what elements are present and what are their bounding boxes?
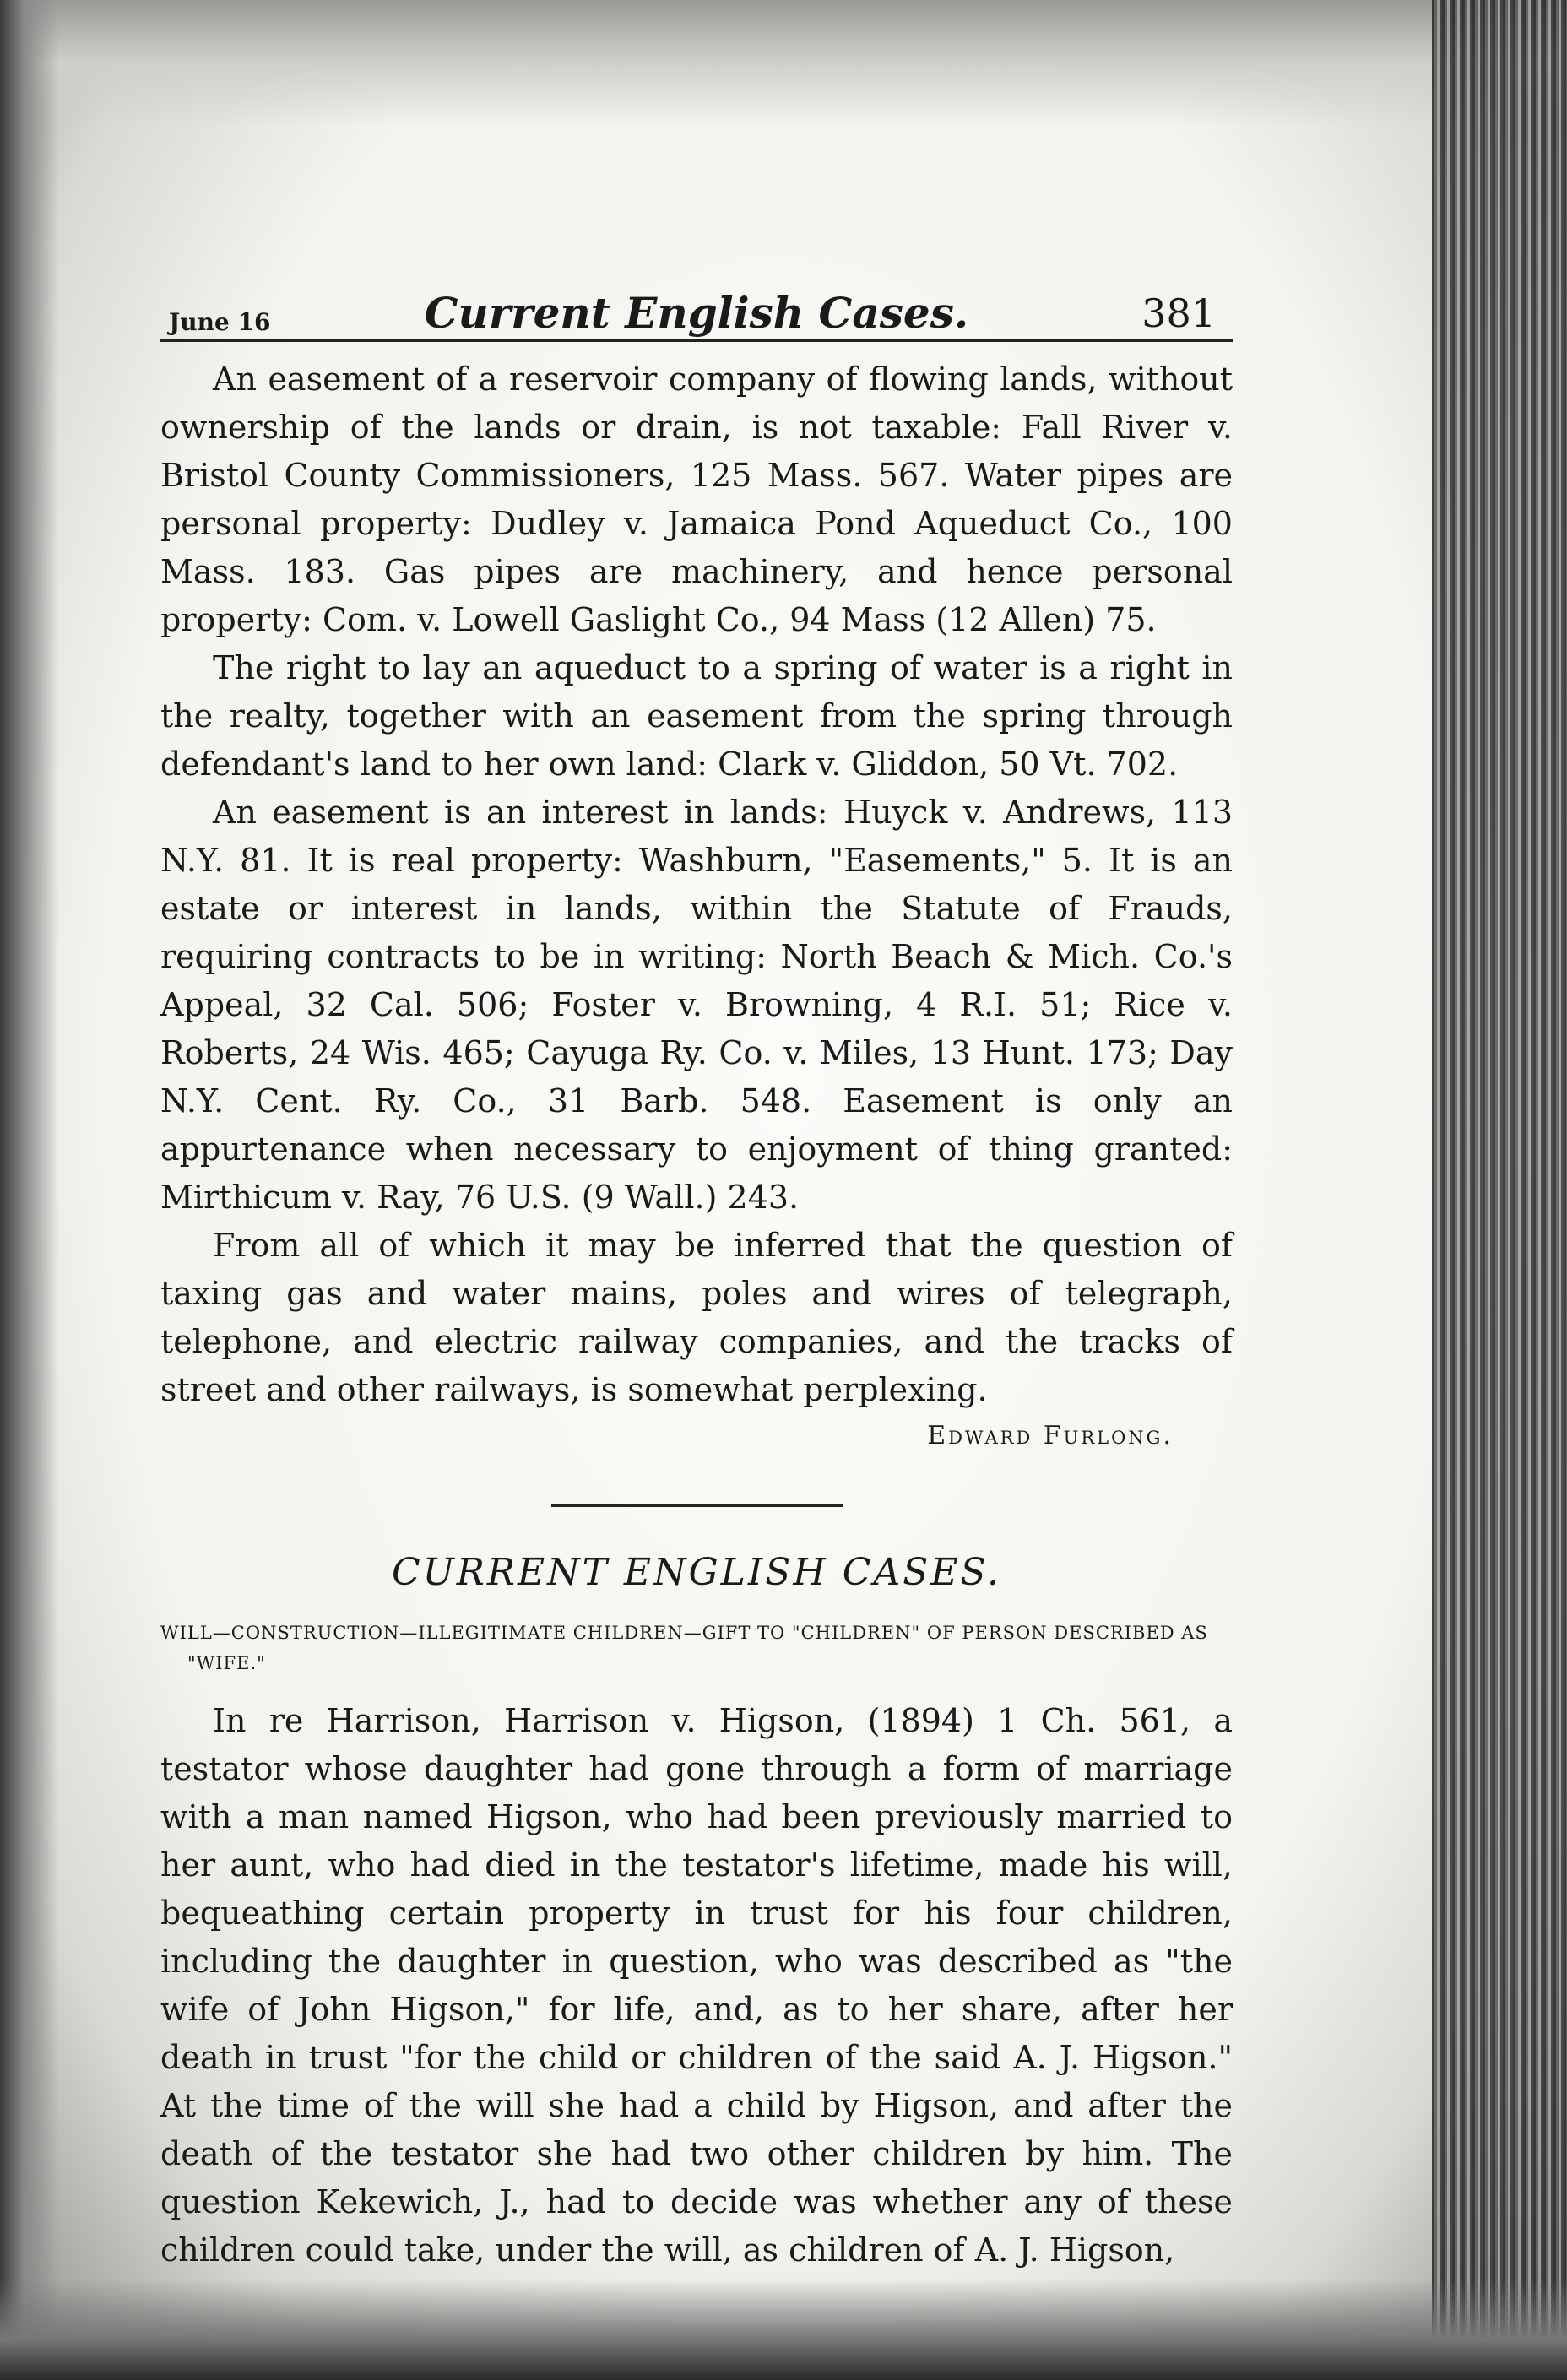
page-number: 381	[1141, 290, 1216, 336]
section-title: CURRENT ENGLISH CASES.	[391, 1551, 1002, 1594]
page-left-edge-shadow	[0, 0, 59, 2380]
page-top-edge-shadow	[0, 0, 1567, 127]
page-bottom-edge-shadow	[0, 2279, 1567, 2380]
paragraph-aqueduct-right: The right to lay an aqueduct to a spring of water is a right in the realty, together with an easement from the spring through defendant's land to her own land: Clark v. Gliddon, 50 Vt. 702.	[160, 649, 1233, 783]
case-headnote: WILL—CONSTRUCTION—ILLEGITIMATE CHILDREN—GIFT TO "CHILDREN" OF PERSON DESCRIBED AS "WIFE."	[160, 1623, 1208, 1673]
paragraph-conclusion: From all of which it may be inferred that the question of taxing gas and water mains, poles and wires of telegraph, telephone, and electric railway companies, and the tracks of street and other railways, is somewhat perplexing.	[160, 1227, 1233, 1408]
paragraph-easement-interest: An easement is an interest in lands: Huyck v. Andrews, 113 N.Y. 81. It is real property: Washburn, "Easements," 5. It is an estate or interest in lands, within the Statute of Frauds, requiring contracts to be in writing: North Beach & Mich. Co.'s Appeal, 32 Cal. 506; Foster v. Browning, 4 R.I. 51; Rice v. Roberts, 24 Wis. 465; Cayuga Ry. Co. v. Miles, 13 Hunt. 173; Day N.Y. Cent. Ry. Co., 31 Barb. 548. Easement is only an appurtenance when necessary to enjoyment of thing granted: Mirthicum v. Ray, 76 U.S. (9 Wall.) 243.	[160, 794, 1233, 1216]
section-divider-rule	[551, 1504, 843, 1507]
case-body-paragraph: In re Harrison, Harrison v. Higson, (1894) 1 Ch. 561, a testator whose daughter had gone through a form of marriage with a man named Higson, who had been previously married to her aunt, who had died in the testator's lifetime, made his will, bequeathing certain property in trust for his four children, including the daughter in question, who was described as "the wife of John Higson," for life, and, as to her share, after her death in trust "for the child or children of the said A. J. Higson." At the time of the will she had a child by Higson, and after the death of the testator she had two other children by him. The question Kekewich, J., had to decide was whether any of these children could take, under the will, as children of A. J. Higson,	[160, 1702, 1233, 2269]
paragraph-easement-reservoir: An easement of a reservoir company of flowing lands, without ownership of the lands or drain, is not taxable: Fall River v. Bristol County Commissioners, 125 Mass. 567. Water pipes are personal property: Dudley v. Jamaica Pond Aqueduct Co., 100 Mass. 183. Gas pipes are machinery, and hence personal property: Com. v. Lowell Gaslight Co., 94 Mass (12 Allen) 75.	[160, 361, 1233, 638]
book-fore-edge	[1432, 0, 1567, 2380]
author-signature: Edward Furlong.	[927, 1421, 1174, 1450]
running-head	[160, 279, 1233, 342]
running-head-title: Current English Cases.	[424, 288, 969, 338]
running-head-date: June 16	[169, 308, 271, 336]
book-page	[160, 279, 1233, 2274]
